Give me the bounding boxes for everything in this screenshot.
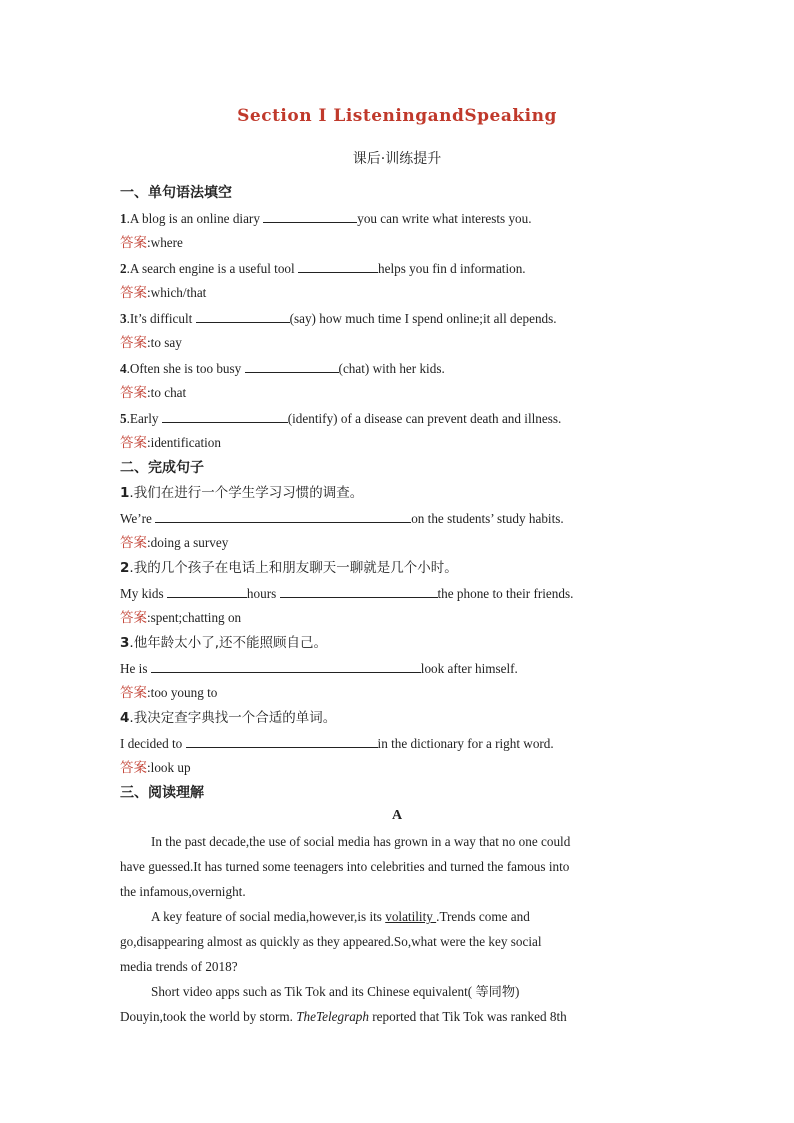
passage-line: Douyin,took the world by storm. TheTelegraph reported that Tik Tok was ranked 8th (120, 1009, 567, 1024)
question-2-4-english: I decided to in the dictionary for a right word. (120, 736, 554, 751)
passage-line: the infamous,overnight. (120, 884, 246, 899)
answer-blank[interactable] (186, 734, 378, 748)
answer-blank[interactable] (155, 509, 411, 523)
answer-1-5: 答案:identification (120, 435, 221, 451)
passage-line: A key feature of social media,however,is its volatility .Trends come and (151, 909, 530, 924)
question-1-1: 1.A blog is an online diary you can write what interests you. (120, 211, 532, 226)
passage-label: A (391, 808, 403, 823)
answer-blank[interactable] (245, 359, 339, 373)
answer-2-2: 答案:spent;chatting on (120, 610, 242, 626)
question-1-4: 4.Often she is too busy (chat) with her kids. (120, 361, 445, 376)
passage-line: media trends of 2018? (120, 959, 238, 974)
question-2-1-chinese: 1.我们在进行一个学生学习习惯的调查。 (120, 485, 364, 501)
question-1-3: 3.It’s difficult (say) how much time I spend online;it all depends. (120, 311, 557, 326)
passage-line: have guessed.It has turned some teenagers into celebrities and turned the famous into (120, 859, 570, 874)
section-heading-sentences: 二、完成句子 (120, 460, 204, 476)
section-heading-reading: 三、阅读理解 (120, 785, 204, 801)
answer-blank[interactable] (162, 409, 288, 423)
answer-2-1: 答案:doing a survey (120, 535, 229, 551)
answer-2-4: 答案:look up (120, 760, 191, 776)
answer-1-1: 答案:where (120, 235, 183, 251)
answer-1-2: 答案:which/that (120, 285, 207, 301)
question-2-2-chinese: 2.我的几个孩子在电话上和朋友聊天一聊就是几个小时。 (120, 560, 458, 576)
newspaper-name: TheTelegraph (296, 1009, 369, 1024)
question-2-3-chinese: 3.他年龄太小了,还不能照顾自己。 (120, 635, 327, 651)
section-heading-grammar: 一、单句语法填空 (120, 185, 232, 201)
answer-blank[interactable] (196, 309, 290, 323)
answer-blank[interactable] (167, 584, 247, 598)
answer-blank[interactable] (298, 259, 378, 273)
answer-1-3: 答案:to say (120, 335, 182, 351)
question-1-2: 2.A search engine is a useful tool helps you fin d information. (120, 261, 526, 276)
underlined-word: volatility (385, 909, 437, 924)
page-subtitle: 课后·训练提升 (352, 151, 442, 167)
page-title: Section Ⅰ ListeningandSpeaking (237, 106, 557, 126)
question-2-4-chinese: 4.我决定查字典找一个合适的单词。 (120, 710, 337, 726)
question-2-3-english: He is look after himself. (120, 661, 518, 676)
question-2-1-english: We’re on the students’ study habits. (120, 511, 564, 526)
passage-line: Short video apps such as Tik Tok and its Chinese equivalent( 等同物) (151, 984, 520, 999)
answer-1-4: 答案:to chat (120, 385, 187, 401)
answer-blank[interactable] (263, 209, 357, 223)
answer-blank[interactable] (151, 659, 421, 673)
passage-line: go,disappearing almost as quickly as they appeared.So,what were the key social (120, 934, 542, 949)
answer-blank[interactable] (280, 584, 438, 598)
answer-2-3: 答案:too young to (120, 685, 218, 701)
question-2-2-english: My kids hours the phone to their friends. (120, 586, 574, 601)
question-1-5: 5.Early (identify) of a disease can prevent death and illness. (120, 411, 562, 426)
passage-line: In the past decade,the use of social media has grown in a way that no one could (151, 834, 571, 849)
